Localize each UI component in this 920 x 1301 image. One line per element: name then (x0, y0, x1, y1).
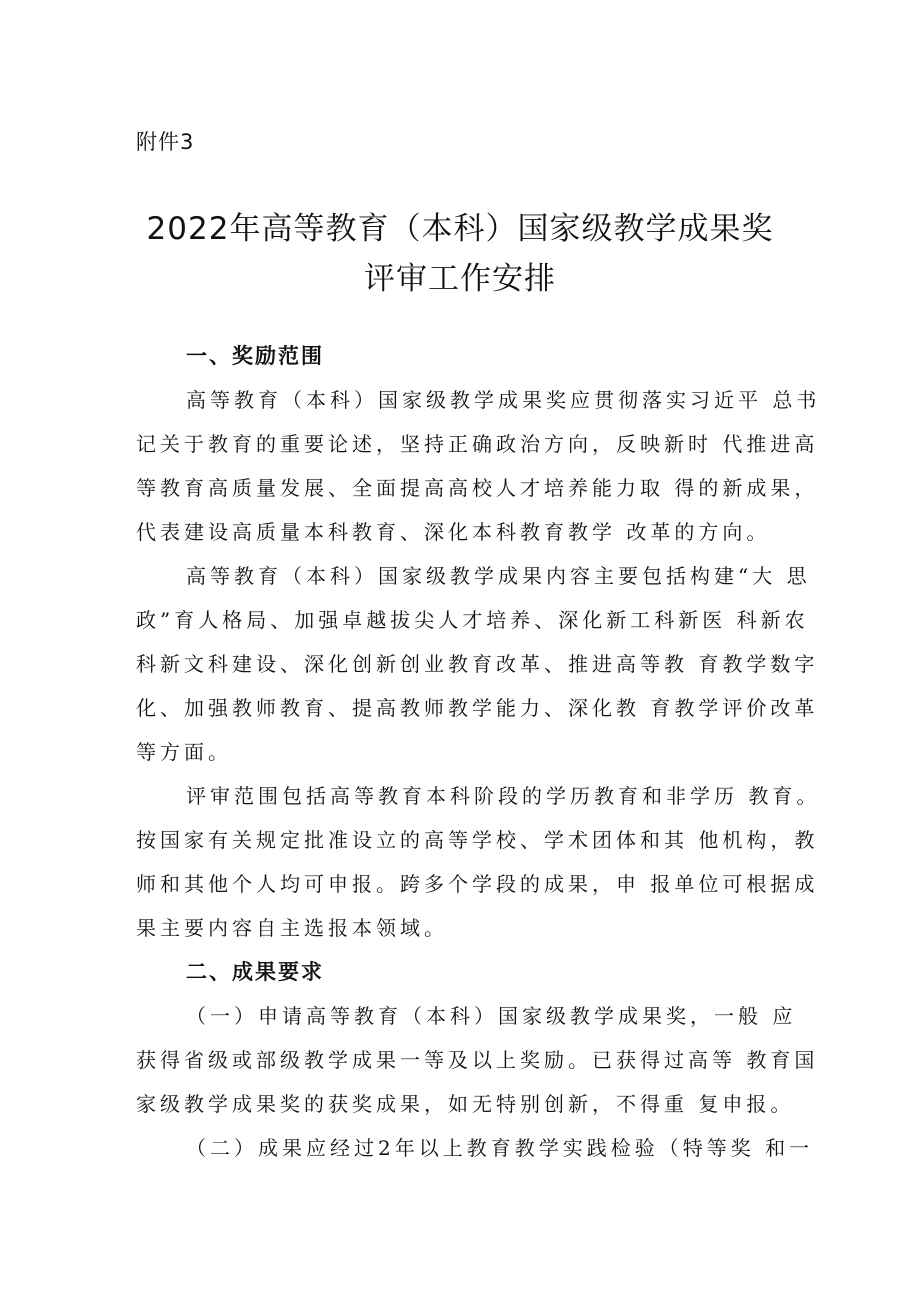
paragraph-line: 代表建设高质量本科教育、深化本科教育教学 改革的方向。 (136, 520, 771, 544)
paragraph-line: 评审范围包括高等教育本科阶段的学历教育和非学历 教育。 (186, 784, 821, 808)
paragraph-line: 获得省级或部级教学成果一等及以上奖励。已获得过高等 教育国 (136, 1048, 819, 1072)
paragraph-line: 等教育高质量发展、全面提高高校人才培养能力取 得的新成果， (136, 476, 819, 500)
paragraph-line: 家级教学成果奖的获奖成果，如无特别创新，不得重 复申报。 (136, 1092, 795, 1116)
attachment-label: 附件3 (136, 130, 195, 154)
paragraph-line: 按国家有关规定批准设立的高等学校、学术团体和其 他机构，教 (136, 828, 819, 852)
paragraph-line: 高等教育（本科）国家级教学成果奖应贯彻落实习近平 总书 (186, 388, 821, 412)
paragraph-line: 果主要内容自主选报本领域。 (136, 916, 448, 940)
paragraph-line: 科新文科建设、深化创新创业教育改革、推进高等教 育教学数字 (136, 652, 819, 676)
paragraph-line: 高等教育（本科）国家级教学成果内容主要包括构建“大 思 (186, 564, 811, 588)
paragraph-line: （二）成果应经过2年以上教育教学实践检验（特等奖 和一 (186, 1136, 814, 1160)
paragraph-line: 等方面。 (136, 740, 232, 764)
document-title-line-2: 评审工作安排 (364, 261, 556, 297)
paragraph-line: 政”育人格局、加强卓越拔尖人才培养、深化新工科新医 科新农 (136, 608, 809, 632)
paragraph-line: 师和其他个人均可申报。跨多个学段的成果，申 报单位可根据成 (136, 872, 819, 896)
paragraph-line: （一）申请高等教育（本科）国家级教学成果奖，一般 应 (186, 1004, 797, 1028)
document-title-line-1: 2022年高等教育（本科）国家级教学成果奖 (146, 211, 774, 247)
paragraph-line: 记关于教育的重要论述，坚持正确政治方向，反映新时 代推进高 (136, 432, 819, 456)
section-heading-achievement-requirements: 二、成果要求 (186, 960, 324, 984)
paragraph-line: 化、加强教师教育、提高教师教学能力、深化教 育教学评价改革 (136, 696, 819, 720)
section-heading-reward-scope: 一、奖励范围 (186, 344, 324, 368)
